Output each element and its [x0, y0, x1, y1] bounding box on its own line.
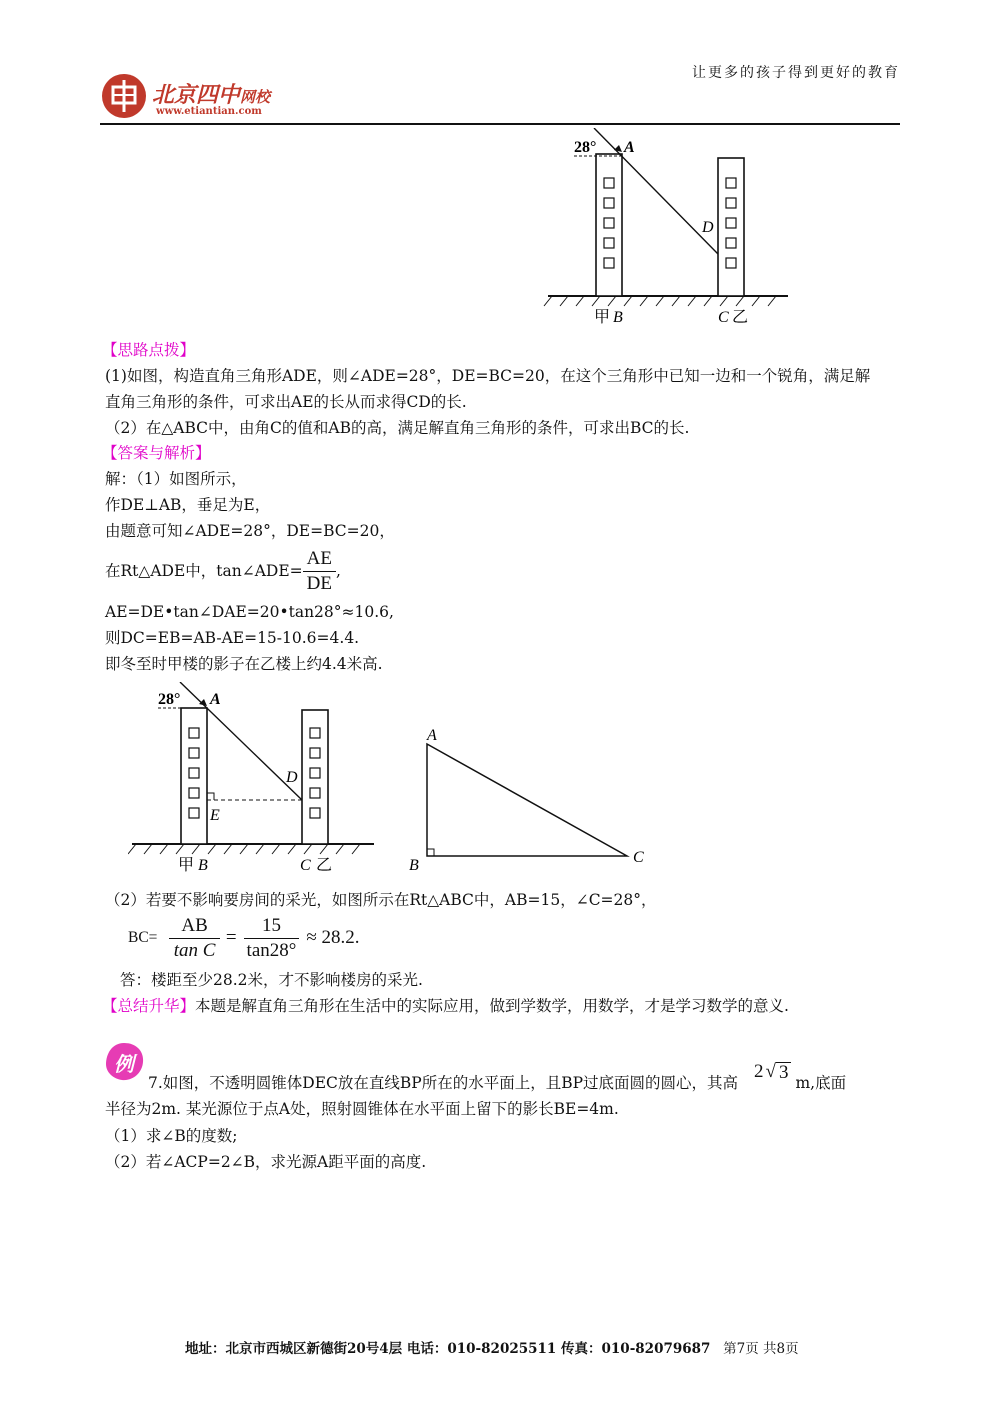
- figure-3-triangle: [405, 722, 665, 872]
- approx-result: ≈ 28.2: [306, 927, 355, 948]
- fig2-label-C: C: [300, 857, 311, 874]
- header: [100, 60, 900, 124]
- logo-emblem-icon: [100, 72, 148, 120]
- answer-line-2: 作DE⊥AB，垂足为E，: [105, 496, 271, 514]
- fig1-label-C: C: [718, 309, 729, 326]
- fig1-label-A: A: [624, 139, 635, 156]
- fraction-ab-tanc: [169, 914, 219, 963]
- fig3-label-C: C: [633, 849, 644, 866]
- answer-tag: 【答案与解析】: [102, 444, 211, 462]
- answer-line-4: [105, 545, 341, 597]
- fig1-label-B: B: [613, 309, 623, 326]
- fig2-label-A: A: [210, 691, 221, 708]
- summary-tag: 【总结升华】: [102, 997, 196, 1015]
- slogan: 让更多的孩子得到更好的教育: [692, 65, 900, 81]
- fraction-tan28: tan28°: [246, 939, 297, 961]
- height-coef: 2: [754, 1061, 764, 1082]
- fraction-den: DE: [306, 572, 332, 594]
- answer-line-5: AE=DE•tan∠DAE=20•tan28°≈10.6,: [105, 603, 394, 621]
- fig2-label-jia: 甲: [178, 857, 195, 874]
- hint-tag: 【思路点拨】: [102, 341, 196, 359]
- fig2-label-E: E: [210, 807, 220, 824]
- tan-ade-text: 在Rt△ADE中，tan∠ADE=: [105, 562, 303, 580]
- logo-url: www.etiantian.com: [156, 106, 262, 117]
- logo-suffix: 网校: [240, 88, 271, 106]
- fig2-angle: 28°: [158, 691, 181, 708]
- figure-2-buildings: [128, 682, 378, 882]
- part2-line-1: （2）若要不影响要房间的采光，如图所示在Rt△ABC中，AB=15，∠C=28°，: [105, 891, 657, 909]
- answer-line-7: 即冬至时甲楼的影子在乙楼上约4.4米高.: [105, 655, 383, 673]
- fraction-15-tan28: [243, 914, 301, 963]
- hint-line-1: (1)如图，构造直角三角形ADE，则∠ADE=28°，DE=BC=20，在这个三角形中已知一边和一个锐角，满足解: [105, 367, 871, 385]
- height-value: [754, 1062, 791, 1083]
- logo-cn: 北京四中: [152, 82, 241, 108]
- sqrt-icon: √: [765, 1061, 776, 1082]
- fig1-label-yi: 乙: [732, 309, 749, 326]
- fig3-label-A: A: [427, 727, 437, 744]
- fig2-label-B: B: [198, 857, 208, 874]
- answer-line-6: 则DC=EB=AB-AE=15-10.6=4.4.: [105, 629, 360, 647]
- figure-1-buildings: [540, 128, 800, 328]
- answer-line-4-end: ,: [335, 562, 341, 580]
- hint-line-3: （2）在△ABC中，由角C的值和AB的高，满足解直角三角形的条件，可求出BC的长.: [105, 419, 690, 437]
- header-rule: [100, 123, 900, 125]
- fraction-ae-de: [303, 547, 336, 596]
- fig1-label-D: D: [702, 219, 714, 236]
- equals-sign: =: [225, 927, 237, 948]
- logo-name: [152, 78, 270, 109]
- fraction-15: 15: [244, 914, 299, 939]
- footer-address: 地址：北京市西城区新德街20号4层 电话：010-82025511 传真：010-82079687: [185, 1341, 711, 1357]
- summary-line: [102, 996, 789, 1016]
- answer-line-3: 由题意可知∠ADE=28°，DE=BC=20，: [105, 522, 395, 540]
- fig3-label-B: B: [409, 857, 419, 872]
- example7-line-2: 半径为2m. 某光源位于点A处，照射圆锥体在水平面上留下的影长BE=4m.: [105, 1100, 619, 1118]
- fig2-label-yi: 乙: [316, 857, 333, 874]
- fig1-label-jia: 甲: [594, 309, 611, 326]
- footer: [185, 1337, 799, 1357]
- answer-line-1: 解：（1）如图所示，: [105, 470, 247, 488]
- example-badge-label: 例: [114, 1052, 134, 1076]
- height-radicand: 3: [776, 1062, 792, 1083]
- fig1-angle: 28°: [574, 139, 597, 156]
- fraction-tanc: tan C: [173, 939, 216, 961]
- part2-formula: [128, 912, 360, 964]
- example7-text-1: 7.如图，不透明圆锥体DEC放在直线BP所在的水平面上，且BP过底面圆的圆心，其高: [148, 1073, 739, 1092]
- footer-page: 第7页 共8页: [723, 1341, 799, 1357]
- bc-label: BC=: [128, 929, 158, 946]
- hint-line-2: 直角三角形的条件，可求出AE的长从而求得CD的长.: [105, 393, 467, 411]
- example7-text-1-end: m,底面: [795, 1073, 847, 1092]
- formula-end: .: [354, 927, 360, 948]
- part2-answer: 答：楼距至少28.2米，才不影响楼房的采光.: [120, 971, 423, 989]
- fraction-num: AE: [303, 547, 336, 572]
- fig2-label-D: D: [286, 769, 298, 786]
- fraction-ab: AB: [169, 914, 219, 939]
- example7-line-1: [148, 1061, 847, 1093]
- example7-question-1: （1）求∠B的度数;: [105, 1127, 238, 1145]
- summary-text: 本题是解直角三角形在生活中的实际应用，做到学数学，用数学，才是学习数学的意义.: [195, 997, 789, 1015]
- example7-question-2: （2）若∠ACP=2∠B，求光源A距平面的高度.: [105, 1153, 427, 1171]
